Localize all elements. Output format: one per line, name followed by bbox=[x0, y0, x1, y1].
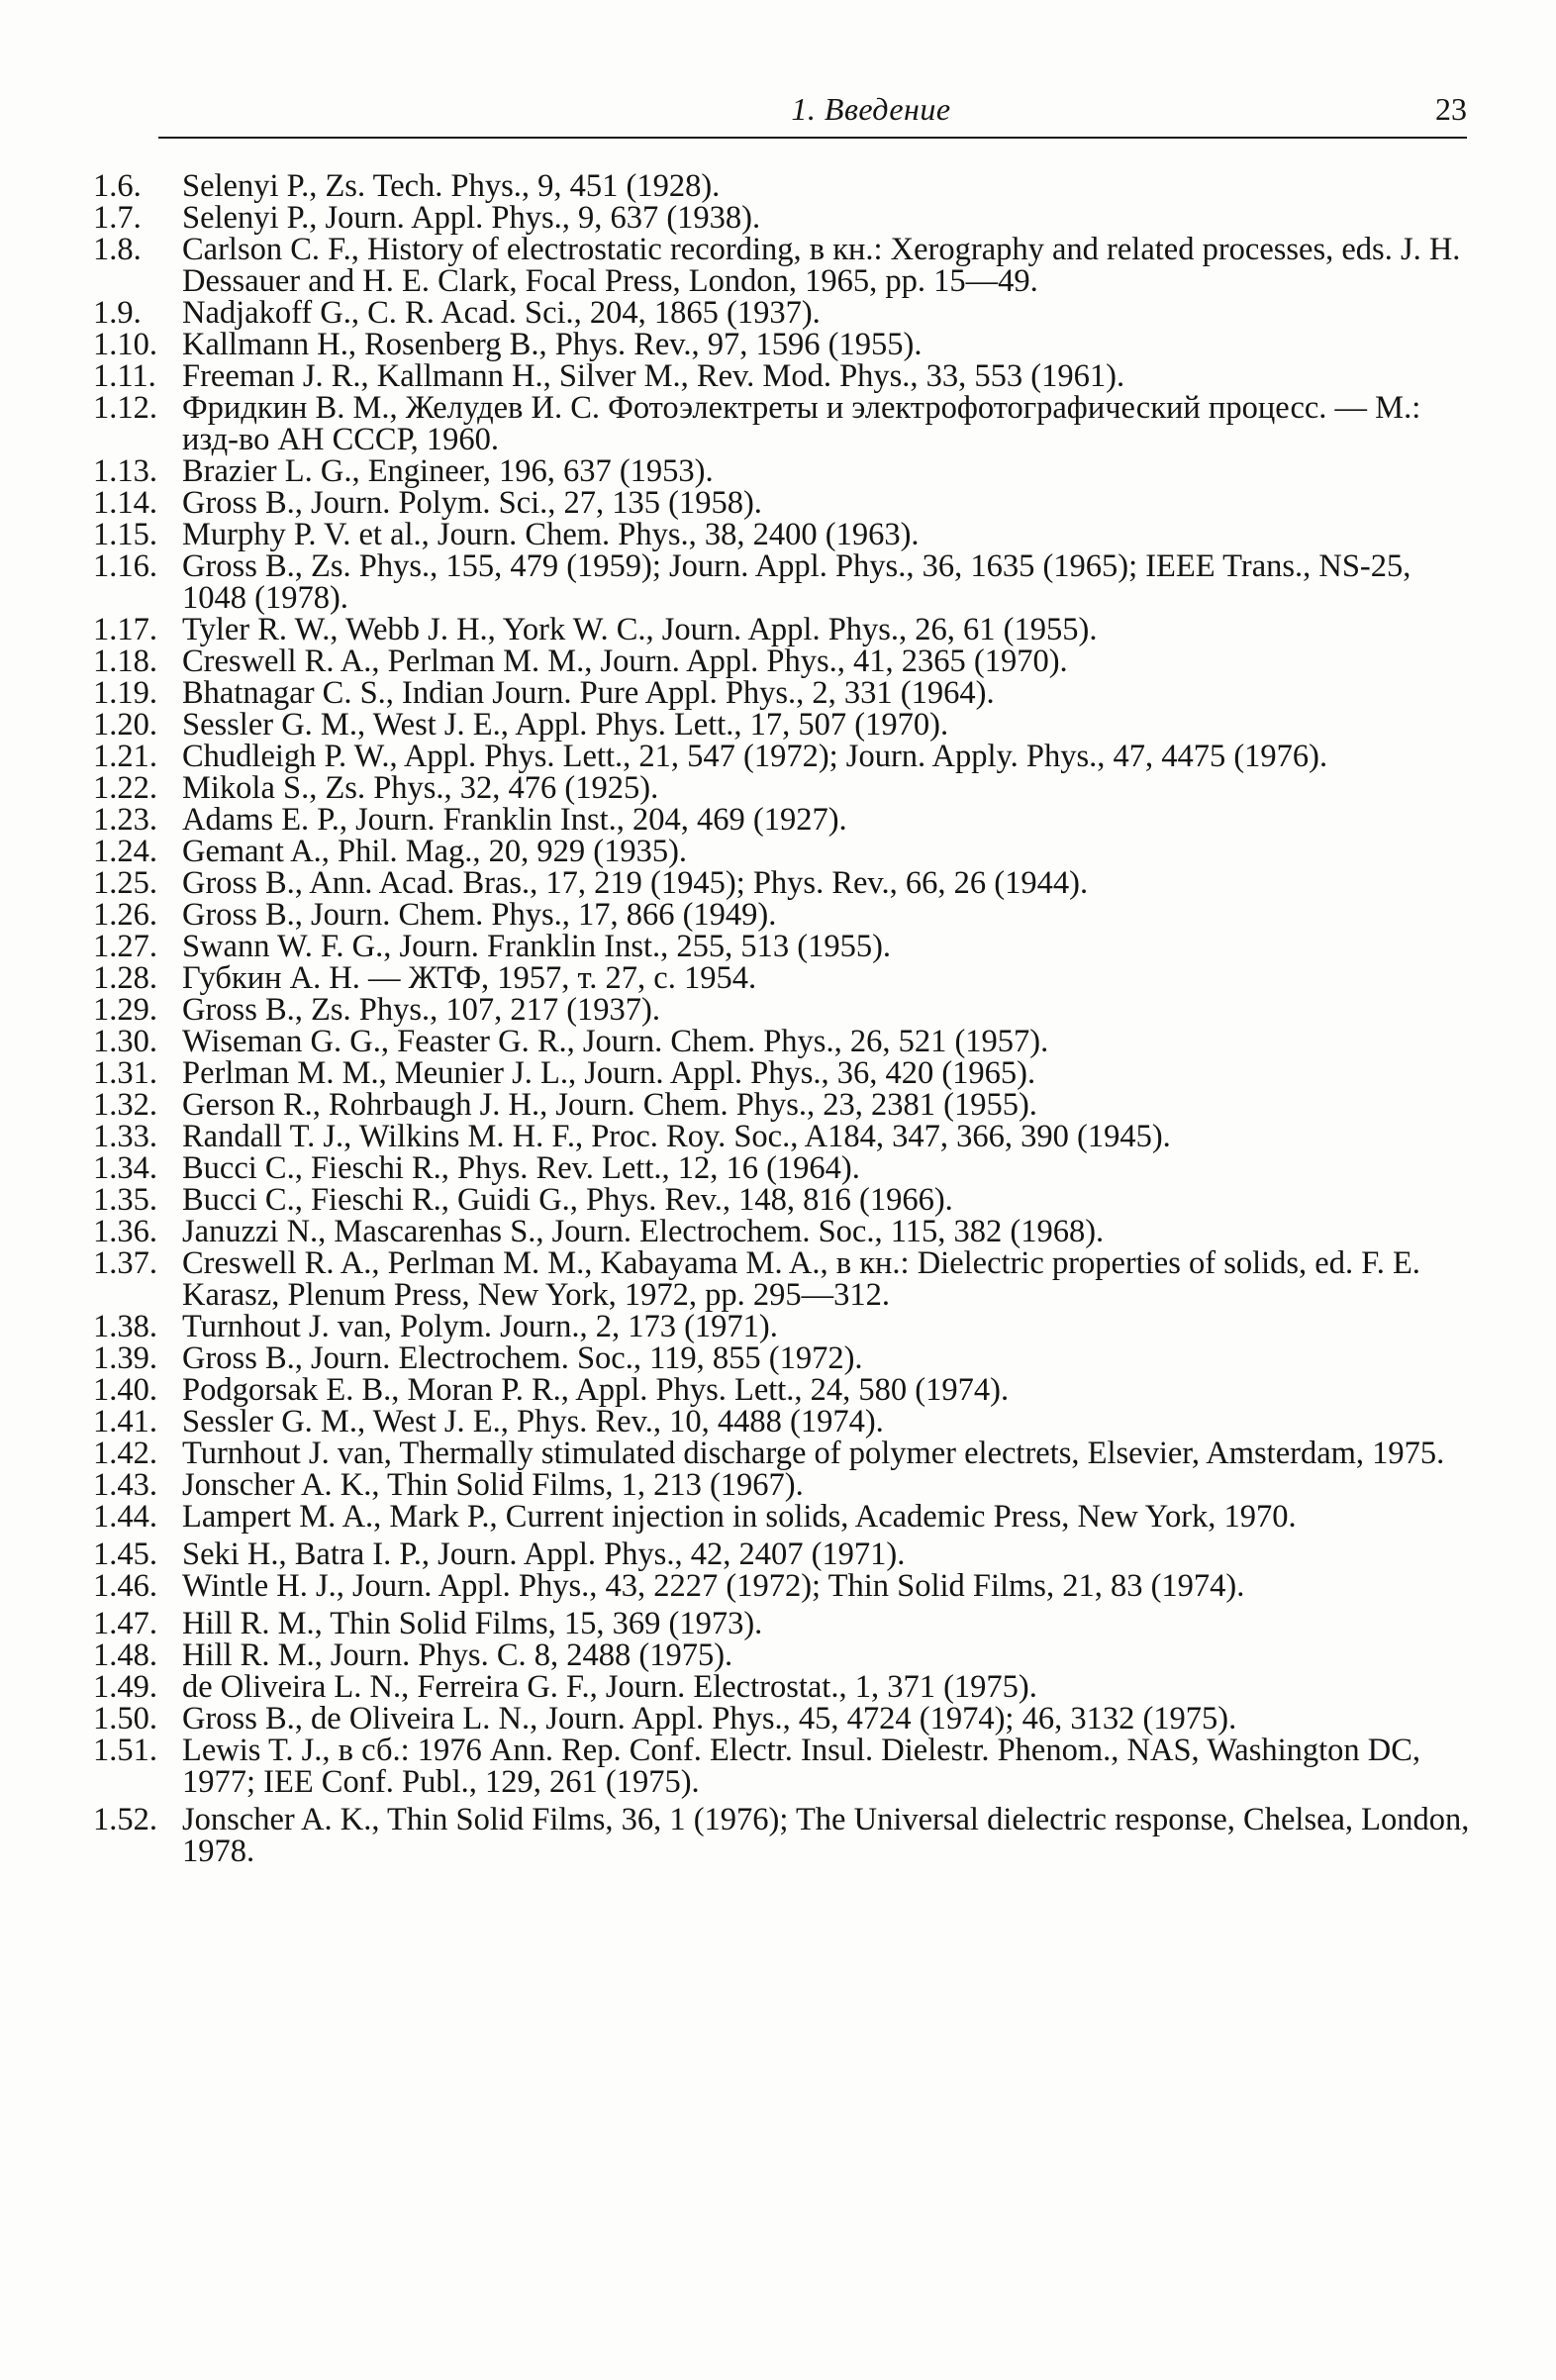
reference-number: 1.25. bbox=[93, 865, 157, 901]
reference-text: Фридкин В. М., Желудев И. С. Фотоэлектреты и электрофотографический процесс. — М.: изд-во АН СССР, 1960. bbox=[182, 390, 1421, 457]
reference-number: 1.18. bbox=[93, 644, 157, 679]
reference-item bbox=[93, 1469, 1479, 1501]
reference-number: 1.45. bbox=[93, 1537, 157, 1572]
reference-text: Jonscher A. K., Thin Solid Films, 36, 1 (1976); The Universal dielectric response, Chelsea, London, 1978. bbox=[182, 1802, 1470, 1869]
reference-text: Adams E. P., Journ. Franklin Inst., 204, 469 (1927). bbox=[182, 802, 847, 838]
reference-text: Mikola S., Zs. Phys., 32, 476 (1925). bbox=[182, 770, 659, 806]
reference-number: 1.10. bbox=[93, 327, 157, 362]
reference-number: 1.16. bbox=[93, 548, 157, 584]
reference-text: Jonscher A. K., Thin Solid Films, 1, 213 (1967). bbox=[182, 1467, 804, 1503]
reference-item bbox=[93, 804, 1479, 836]
reference-item bbox=[93, 1671, 1479, 1703]
reference-number: 1.6. bbox=[93, 168, 142, 204]
reference-number: 1.32. bbox=[93, 1087, 157, 1123]
reference-item bbox=[93, 836, 1479, 867]
reference-number: 1.46. bbox=[93, 1568, 157, 1604]
reference-text: Freeman J. R., Kallmann H., Silver M., Rev. Mod. Phys., 33, 553 (1961). bbox=[182, 358, 1125, 394]
reference-number: 1.8. bbox=[93, 232, 142, 267]
reference-number: 1.9. bbox=[93, 295, 142, 331]
reference-number: 1.51. bbox=[93, 1733, 157, 1768]
reference-number: 1.40. bbox=[93, 1372, 157, 1408]
reference-text: Creswell R. A., Perlman M. M., Kabayama M. A., в кн.: Dielectric properties of solids, ed. F. E. Karasz, Plenum Press, New York, 1972, pp. 295—312. bbox=[182, 1245, 1420, 1313]
reference-text: Wiseman G. G., Feaster G. R., Journ. Chem. Phys., 26, 521 (1957). bbox=[182, 1024, 1049, 1059]
reference-text: Bucci C., Fieschi R., Phys. Rev. Lett., 12, 16 (1964). bbox=[182, 1150, 860, 1186]
reference-item bbox=[93, 1406, 1479, 1438]
reference-text: Turnhout J. van, Thermally stimulated discharge of polymer electrets, Elsevier, Amsterdam, 1975. bbox=[182, 1436, 1445, 1471]
reference-item bbox=[93, 614, 1479, 645]
reference-text: Nadjakoff G., C. R. Acad. Sci., 204, 1865 (1937). bbox=[182, 295, 821, 331]
reference-text: Gross B., Journ. Electrochem. Soc., 119, 855 (1972). bbox=[182, 1340, 863, 1376]
reference-item bbox=[93, 645, 1479, 677]
reference-text: Lewis T. J., в сб.: 1976 Ann. Rep. Conf. Electr. Insul. Dielestr. Phenom., NAS, Washington DC, 1977; IEE Conf. Publ., 129, 261 (1975). bbox=[182, 1733, 1421, 1800]
reference-item bbox=[93, 170, 1479, 202]
reference-number: 1.31. bbox=[93, 1055, 157, 1091]
reference-number: 1.20. bbox=[93, 707, 157, 743]
reference-number: 1.49. bbox=[93, 1669, 157, 1705]
reference-text: Brazier L. G., Engineer, 196, 637 (1953). bbox=[182, 453, 714, 489]
reference-number: 1.36. bbox=[93, 1214, 157, 1249]
reference-item bbox=[93, 487, 1479, 519]
reference-text: Seki H., Batra I. P., Journ. Appl. Phys., 42, 2407 (1971). bbox=[182, 1537, 906, 1572]
reference-text: Gross B., Zs. Phys., 107, 217 (1937). bbox=[182, 992, 661, 1028]
reference-number: 1.23. bbox=[93, 802, 157, 838]
reference-item bbox=[93, 1501, 1479, 1533]
reference-text: Hill R. M., Thin Solid Films, 15, 369 (1973). bbox=[182, 1606, 763, 1641]
reference-number: 1.50. bbox=[93, 1701, 157, 1736]
reference-item bbox=[93, 741, 1479, 772]
running-header bbox=[158, 91, 1467, 139]
reference-item bbox=[93, 1342, 1479, 1374]
reference-text: Murphy P. V. et al., Journ. Chem. Phys., 38, 2400 (1963). bbox=[182, 517, 920, 552]
reference-text: Turnhout J. van, Polym. Journ., 2, 173 (1971). bbox=[182, 1309, 778, 1344]
reference-item bbox=[93, 392, 1479, 455]
reference-item bbox=[93, 994, 1479, 1026]
reference-text: Gross B., Journ. Chem. Phys., 17, 866 (1949). bbox=[182, 897, 777, 933]
reference-number: 1.47. bbox=[93, 1606, 157, 1641]
reference-item bbox=[93, 962, 1479, 994]
reference-number: 1.26. bbox=[93, 897, 157, 933]
reference-number: 1.52. bbox=[93, 1802, 157, 1837]
reference-number: 1.44. bbox=[93, 1499, 157, 1535]
reference-text: Sessler G. M., West J. E., Phys. Rev., 10, 4488 (1974). bbox=[182, 1404, 884, 1439]
reference-text: Lampert M. A., Mark P., Current injection in solids, Academic Press, New York, 1970. bbox=[182, 1499, 1297, 1535]
reference-text: Gross B., Zs. Phys., 155, 479 (1959); Journ. Appl. Phys., 36, 1635 (1965); IEEE Trans., NS-25, 1048 (1978). bbox=[182, 548, 1411, 616]
reference-number: 1.12. bbox=[93, 390, 157, 426]
reference-text: Kallmann H., Rosenberg B., Phys. Rev., 97, 1596 (1955). bbox=[182, 327, 923, 362]
reference-number: 1.7. bbox=[93, 200, 142, 236]
reference-number: 1.35. bbox=[93, 1182, 157, 1218]
reference-text: Bucci C., Fieschi R., Guidi G., Phys. Rev., 148, 816 (1966). bbox=[182, 1182, 953, 1218]
reference-text: Губкин А. Н. — ЖТФ, 1957, т. 27, с. 1954. bbox=[182, 960, 757, 996]
reference-item bbox=[93, 1608, 1479, 1639]
reference-item bbox=[93, 202, 1479, 234]
reference-item bbox=[93, 1121, 1479, 1152]
reference-text: Randall T. J., Wilkins M. H. F., Proc. Roy. Soc., A184, 347, 366, 390 (1945). bbox=[182, 1119, 1171, 1154]
reference-item bbox=[93, 297, 1479, 329]
reference-text: Bhatnagar C. S., Indian Journ. Pure Appl. Phys., 2, 331 (1964). bbox=[182, 675, 995, 711]
reference-number: 1.34. bbox=[93, 1150, 157, 1186]
reference-item bbox=[93, 550, 1479, 614]
reference-text: Selenyi P., Zs. Tech. Phys., 9, 451 (1928). bbox=[182, 168, 721, 204]
reference-text: Sessler G. M., West J. E., Appl. Phys. Lett., 17, 507 (1970). bbox=[182, 707, 949, 743]
reference-text: Selenyi P., Journ. Appl. Phys., 9, 637 (1938). bbox=[182, 200, 761, 236]
reference-number: 1.14. bbox=[93, 485, 157, 521]
reference-item bbox=[93, 1026, 1479, 1057]
reference-text: Hill R. M., Journ. Phys. C. 8, 2488 (1975). bbox=[182, 1637, 733, 1673]
reference-number: 1.37. bbox=[93, 1245, 157, 1281]
page-number: 23 bbox=[1435, 91, 1467, 127]
reference-text: Tyler R. W., Webb J. H., York W. C., Journ. Appl. Phys., 26, 61 (1955). bbox=[182, 612, 1098, 647]
reference-text: Gerson R., Rohrbaugh J. H., Journ. Chem. Phys., 23, 2381 (1955). bbox=[182, 1087, 1037, 1123]
reference-text: Swann W. F. G., Journ. Franklin Inst., 255, 513 (1955). bbox=[182, 929, 892, 964]
reference-number: 1.29. bbox=[93, 992, 157, 1028]
reference-item bbox=[93, 1639, 1479, 1671]
reference-text: Januzzi N., Mascarenhas S., Journ. Electrochem. Soc., 115, 382 (1968). bbox=[182, 1214, 1105, 1249]
reference-number: 1.48. bbox=[93, 1637, 157, 1673]
reference-text: Gross B., Ann. Acad. Bras., 17, 219 (1945); Phys. Rev., 66, 26 (1944). bbox=[182, 865, 1089, 901]
reference-item bbox=[93, 677, 1479, 709]
reference-item bbox=[93, 360, 1479, 392]
reference-text: Gross B., de Oliveira L. N., Journ. Appl. Phys., 45, 4724 (1974); 46, 3132 (1975). bbox=[182, 1701, 1237, 1736]
reference-number: 1.19. bbox=[93, 675, 157, 711]
reference-number: 1.39. bbox=[93, 1340, 157, 1376]
reference-item bbox=[93, 1804, 1479, 1867]
reference-number: 1.11. bbox=[93, 358, 156, 394]
reference-list bbox=[93, 170, 1479, 1867]
reference-item bbox=[93, 899, 1479, 931]
reference-number: 1.38. bbox=[93, 1309, 157, 1344]
reference-number: 1.42. bbox=[93, 1436, 157, 1471]
reference-text: Podgorsak E. B., Moran P. R., Appl. Phys. Lett., 24, 580 (1974). bbox=[182, 1372, 1010, 1408]
reference-number: 1.33. bbox=[93, 1119, 157, 1154]
reference-item bbox=[93, 1735, 1479, 1798]
reference-item bbox=[93, 1247, 1479, 1311]
reference-item bbox=[93, 1570, 1479, 1602]
reference-item bbox=[93, 1538, 1479, 1570]
reference-item bbox=[93, 867, 1479, 899]
reference-text: Chudleigh P. W., Appl. Phys. Lett., 21, 547 (1972); Journ. Apply. Phys., 47, 4475 (1976). bbox=[182, 739, 1328, 774]
reference-number: 1.27. bbox=[93, 929, 157, 964]
reference-number: 1.28. bbox=[93, 960, 157, 996]
reference-item bbox=[93, 1438, 1479, 1469]
reference-number: 1.24. bbox=[93, 834, 157, 869]
reference-item bbox=[93, 1216, 1479, 1247]
reference-text: Wintle H. J., Journ. Appl. Phys., 43, 2227 (1972); Thin Solid Films, 21, 83 (1974). bbox=[182, 1568, 1245, 1604]
reference-text: Gemant A., Phil. Mag., 20, 929 (1935). bbox=[182, 834, 688, 869]
reference-text: Gross B., Journ. Polym. Sci., 27, 135 (1958). bbox=[182, 485, 762, 521]
reference-text: Perlman M. M., Meunier J. L., Journ. Appl. Phys., 36, 420 (1965). bbox=[182, 1055, 1036, 1091]
reference-item bbox=[93, 709, 1479, 741]
reference-item bbox=[93, 329, 1479, 360]
reference-text: Carlson C. F., History of electrostatic recording, в кн.: Xerography and related processes, eds. J. H. Dessauer and H. E. Clark, Focal Press, London, 1965, pp. 15—49. bbox=[182, 232, 1461, 299]
reference-item bbox=[93, 931, 1479, 962]
reference-number: 1.13. bbox=[93, 453, 157, 489]
reference-number: 1.41. bbox=[93, 1404, 157, 1439]
reference-number: 1.43. bbox=[93, 1467, 157, 1503]
reference-number: 1.15. bbox=[93, 517, 157, 552]
reference-text: Creswell R. A., Perlman M. M., Journ. Appl. Phys., 41, 2365 (1970). bbox=[182, 644, 1068, 679]
reference-number: 1.22. bbox=[93, 770, 157, 806]
reference-item bbox=[93, 1374, 1479, 1406]
reference-item bbox=[93, 455, 1479, 487]
reference-item bbox=[93, 1311, 1479, 1342]
reference-item bbox=[93, 1089, 1479, 1121]
reference-number: 1.21. bbox=[93, 739, 157, 774]
reference-item bbox=[93, 1184, 1479, 1216]
reference-item bbox=[93, 519, 1479, 550]
reference-item bbox=[93, 1057, 1479, 1089]
reference-item bbox=[93, 234, 1479, 297]
reference-item bbox=[93, 1152, 1479, 1184]
reference-item bbox=[93, 772, 1479, 804]
reference-number: 1.30. bbox=[93, 1024, 157, 1059]
reference-text: de Oliveira L. N., Ferreira G. F., Journ. Electrostat., 1, 371 (1975). bbox=[182, 1669, 1037, 1705]
chapter-title: 1. Введение bbox=[791, 91, 951, 127]
reference-number: 1.17. bbox=[93, 612, 157, 647]
reference-item bbox=[93, 1703, 1479, 1735]
